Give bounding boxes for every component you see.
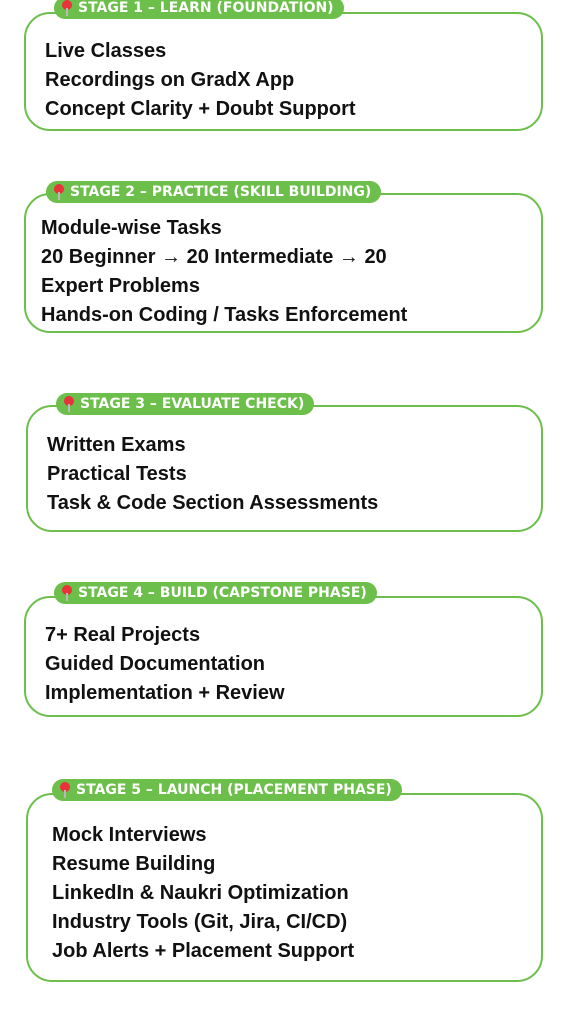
list-item: Concept Clarity + Doubt Support <box>45 98 356 120</box>
list-item: Recordings on GradX App <box>45 69 295 91</box>
list-item: Hands-on Coding / Tasks Enforcement <box>41 304 408 326</box>
pin-icon <box>62 0 72 16</box>
stage-1-tag <box>54 0 344 19</box>
stage-5-list <box>52 821 354 966</box>
stage-3-title: STAGE 3 – EVALUATE CHECK) <box>80 396 305 412</box>
list-item: Live Classes <box>45 40 167 62</box>
pin-icon <box>60 782 70 798</box>
list-item: Written Exams <box>47 434 186 456</box>
stage-4-tag <box>54 582 377 604</box>
stage-3-list <box>47 431 378 518</box>
list-item: Job Alerts + Placement Support <box>52 940 355 962</box>
list-item: 20 Beginner → 20 Intermediate → 20 <box>41 246 387 268</box>
stage-2-list <box>41 214 407 330</box>
list-item: Task & Code Section Assessments <box>47 492 379 514</box>
list-item: Industry Tools (Git, Jira, CI/CD) <box>52 911 348 933</box>
stage-3-tag <box>56 393 314 415</box>
stage-1-title: STAGE 1 – LEARN (FOUNDATION) <box>78 0 334 16</box>
list-item: Resume Building <box>52 853 216 875</box>
stage-2-title: STAGE 2 – PRACTICE (SKILL BUILDING) <box>70 184 372 200</box>
list-item: LinkedIn & Naukri Optimization <box>52 882 349 904</box>
list-item: Mock Interviews <box>52 824 207 846</box>
pin-icon <box>64 396 74 412</box>
list-item: Guided Documentation <box>45 653 265 675</box>
pin-icon <box>62 585 72 601</box>
list-item: Implementation + Review <box>45 682 285 704</box>
stage-5-title: STAGE 5 – LAUNCH (PLACEMENT PHASE) <box>76 782 392 798</box>
stage-4-title: STAGE 4 – BUILD (CAPSTONE PHASE) <box>78 585 367 601</box>
stage-5-tag <box>52 779 402 801</box>
list-item: Module-wise Tasks <box>41 217 222 239</box>
list-item: Expert Problems <box>41 275 200 297</box>
list-item: Practical Tests <box>47 463 187 485</box>
stage-4-list <box>45 621 285 708</box>
stage-1-list <box>45 37 356 124</box>
stage-2-tag <box>46 181 381 203</box>
pin-icon <box>54 184 64 200</box>
list-item: 7+ Real Projects <box>45 624 201 646</box>
